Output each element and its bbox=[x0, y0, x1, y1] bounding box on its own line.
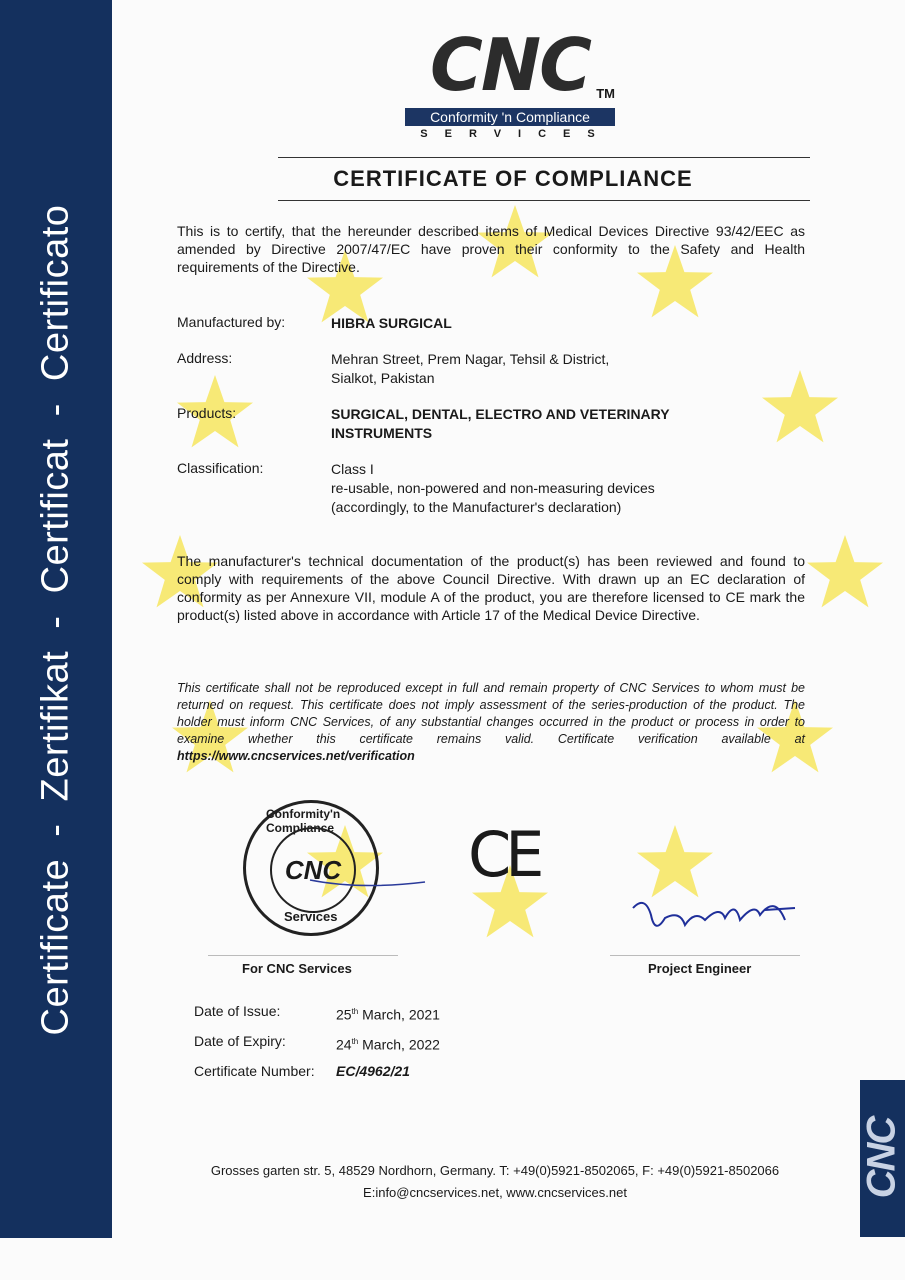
issue-day: 25 bbox=[336, 1006, 352, 1023]
logo-services: SERVICES bbox=[420, 128, 612, 140]
expiry-date-value bbox=[336, 1032, 440, 1055]
ce-mark: CE bbox=[468, 818, 539, 891]
divider bbox=[278, 200, 810, 201]
star-icon bbox=[637, 825, 713, 897]
signature-line-left bbox=[208, 955, 398, 956]
divider bbox=[278, 157, 810, 158]
star-icon bbox=[807, 535, 883, 607]
signature-line-right bbox=[610, 955, 800, 956]
logo-tm: TM bbox=[596, 86, 615, 101]
issue-date-value bbox=[336, 1002, 440, 1025]
seal-bottom-text: Services bbox=[284, 909, 338, 924]
manufacturer-label: Manufactured by: bbox=[177, 314, 286, 330]
disclaimer bbox=[177, 680, 805, 765]
address-label: Address: bbox=[177, 350, 233, 366]
corner-logo-text: CNC bbox=[859, 1117, 904, 1199]
project-engineer-label: Project Engineer bbox=[648, 961, 752, 976]
logo-tagline: Conformity 'n Compliance bbox=[405, 108, 615, 126]
manufacturer-value: HIBRA SURGICAL bbox=[331, 315, 452, 331]
expiry-date-label: Date of Expiry: bbox=[194, 1033, 286, 1049]
footer-contact: E:info@cncservices.net, www.cncservices.net bbox=[363, 1185, 627, 1200]
products-label: Products: bbox=[177, 405, 237, 421]
for-cnc-services-label: For CNC Services bbox=[242, 961, 352, 976]
body-paragraph: The manufacturer's technical documentation of the product(s) has been reviewed and found to comply with requirements of the above Council Directive. With drawn up an EC declaration of conformity as per Annexure VII, module A of the product, you are therefore licensed to CE mark the product(s) listed above in accordance with Article 17 of the Medical Device Directive. bbox=[177, 553, 805, 623]
address-line-1: Mehran Street, Prem Nagar, Tehsil & District, bbox=[331, 351, 610, 367]
cnc-logo bbox=[405, 23, 615, 140]
issue-date-label: Date of Issue: bbox=[194, 1003, 281, 1019]
expiry-day: 24 bbox=[336, 1036, 352, 1053]
expiry-sup: th bbox=[351, 1037, 359, 1046]
classification-label: Classification: bbox=[177, 460, 264, 476]
disclaimer-text: This certificate shall not be reproduced except in full and remain property of CNC Services to whom must be returned on request. This certificate does not imply assessment of the series-production of the product. The holder must inform CNC Services, of any substantial changes occurred in the product or process in order to examine whether this certificate remains valid. Certificate verification available at bbox=[177, 681, 805, 746]
issue-sup: th bbox=[351, 1007, 359, 1016]
star-icon bbox=[762, 370, 838, 442]
expiry-rest: March, 2022 bbox=[358, 1036, 440, 1053]
logo-mark: CNC bbox=[430, 23, 590, 107]
certificate-number: EC/4962/21 bbox=[336, 1063, 410, 1079]
seal-top-text: Conformity'n Compliance bbox=[266, 807, 341, 835]
address-line-2: Sialkot, Pakistan bbox=[331, 370, 435, 386]
classification-desc: re-usable, non-powered and non-measuring devices bbox=[331, 480, 655, 496]
verification-link[interactable]: https://www.cncservices.net/verification bbox=[177, 749, 415, 763]
products-line-1: SURGICAL, DENTAL, ELECTRO AND VETERINARY bbox=[331, 406, 670, 422]
intro-paragraph: This is to certify, that the hereunder described items of Medical Devices Directive 93/42/EEC as amended by Directive 2007/47/EC have proven their conformity to the Safety and Health requirements of the Directive. bbox=[177, 223, 805, 275]
engineer-signature bbox=[625, 890, 805, 950]
classification-class: Class I bbox=[331, 461, 374, 477]
side-band-text: Certificate - Zertifikat - Certificat - Certificato bbox=[34, 204, 77, 1036]
certificate-number-label: Certificate Number: bbox=[194, 1063, 315, 1079]
seal-signature-stroke bbox=[300, 860, 430, 900]
page-title: CERTIFICATE OF COMPLIANCE bbox=[333, 166, 693, 191]
classification-note: (accordingly, to the Manufacturer's declaration) bbox=[331, 499, 622, 515]
issue-rest: March, 2021 bbox=[358, 1006, 440, 1023]
seal-center: CNC bbox=[270, 827, 356, 913]
footer-address: Grosses garten str. 5, 48529 Nordhorn, Germany. T: +49(0)5921-8502065, F: +49(0)5921-8502066 bbox=[210, 1163, 780, 1178]
products-line-2: INSTRUMENTS bbox=[331, 425, 433, 441]
